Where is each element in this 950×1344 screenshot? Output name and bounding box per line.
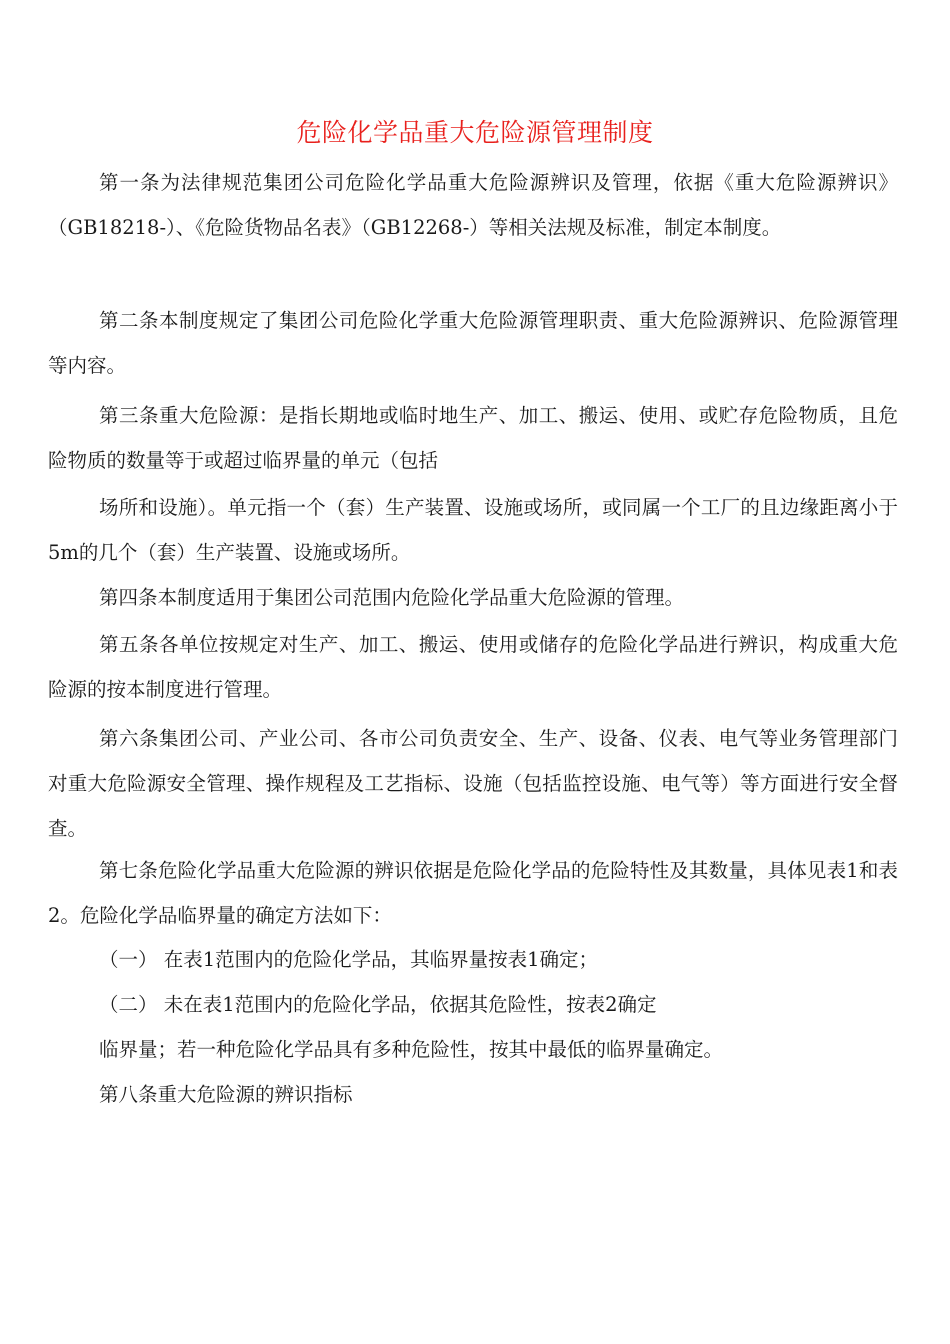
article-3-continued: 场所和设施）。单元指一个（套）生产装置、设施或场所，或同属一个工厂的且边缘距离小于5m的几个（套）生产装置、设施或场所。 <box>48 496 898 564</box>
article-2: 第二条本制度规定了集团公司危险化学重大危险源管理职责、重大危险源辨识、危险源管理等内容。 <box>48 309 898 377</box>
article-5: 第五条各单位按规定对生产、加工、搬运、使用或储存的危险化学品进行辨识，构成重大危险源的按本制度进行管理。 <box>48 633 898 701</box>
article-7-item-2: （二） 未在表1范围内的危险化学品，依据其危险性，按表2确定 <box>99 993 657 1016</box>
article-7: 第七条危险化学品重大危险源的辨识依据是危险化学品的危险特性及其数量，具体见表1和表2。危险化学品临界量的确定方法如下： <box>48 859 898 927</box>
article-7-item-1: （一） 在表1范围内的危险化学品，其临界量按表1确定； <box>99 948 599 971</box>
article-8: 第八条重大危险源的辨识指标 <box>99 1083 353 1106</box>
article-7-item-2-continued: 临界量；若一种危险化学品具有多种危险性，按其中最低的临界量确定。 <box>99 1038 724 1061</box>
article-6: 第六条集团公司、产业公司、各市公司负责安全、生产、设备、仪表、电气等业务管理部门对重大危险源安全管理、操作规程及工艺指标、设施（包括监控设施、电气等）等方面进行安全督查。 <box>48 727 898 840</box>
document-title: 危险化学品重大危险源管理制度 <box>296 118 654 147</box>
article-4: 第四条本制度适用于集团公司范围内危险化学品重大危险源的管理。 <box>99 586 685 609</box>
article-3: 第三条重大危险源：是指长期地或临时地生产、加工、搬运、使用、或贮存危险物质，且危险物质的数量等于或超过临界量的单元（包括 <box>48 404 898 472</box>
article-1: 第一条为法律规范集团公司危险化学品重大危险源辨识及管理，依据《重大危险源辨识》（GB18218-）、《危险货物品名表》（GB12268-）等相关法规及标准，制定本制度。 <box>48 171 898 239</box>
